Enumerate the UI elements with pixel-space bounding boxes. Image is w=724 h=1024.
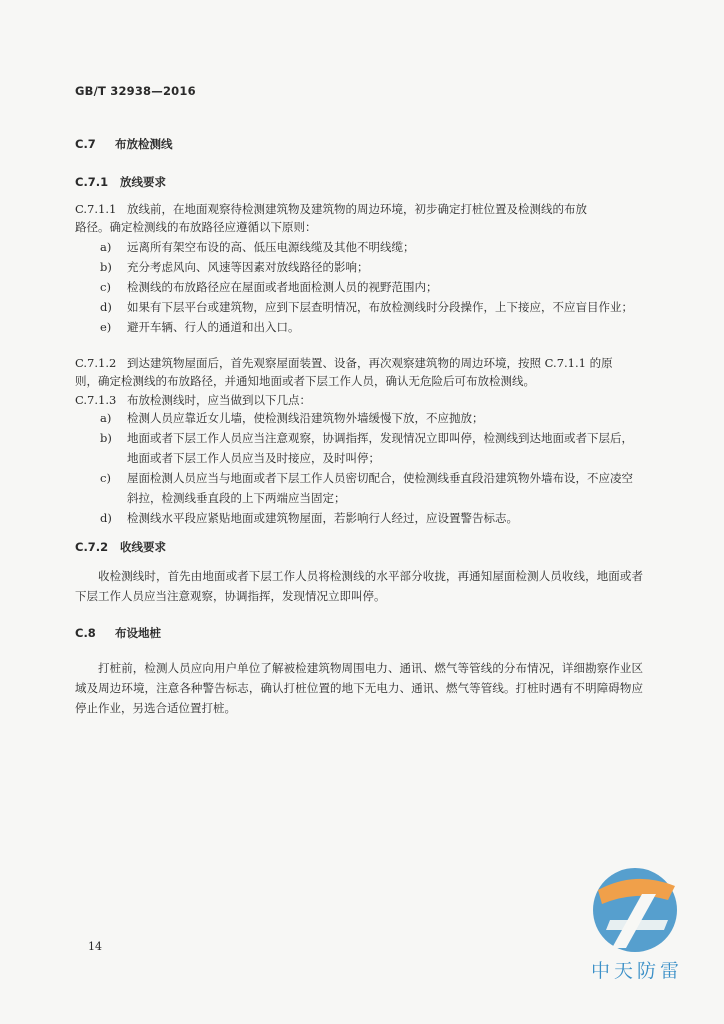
section-number: C.7.2 (75, 540, 109, 554)
list-item: d) 如果有下层平台或建筑物，应到下层查明情况，布放检测线时分段操作，上下接应，不应盲目作业； (100, 300, 633, 314)
section-title: 布设地桩 (115, 626, 161, 640)
list-item: b) 地面或者下层工作人员应当注意观察，协调指挥，发现情况立即叫停，检测线到达地面或者下层后，地面或者下层工作人员应当及时接应，及时叫停； (100, 431, 633, 465)
section-c8-paragraph: 打桩前，检测人员应向用户单位了解被检建筑物周围电力、通讯、燃气等管线的分布情况，详细勘察作业区域及周边环境，注意各种警告标志，确认打桩位置的地下无电力、通讯、燃气等管线。打桩时遇有不明障碍物应停止作业，另选合适位置打桩。 (75, 661, 643, 715)
list-item: a) 远离所有架空布设的高、低压电源线缆及其他不明线缆； (100, 240, 415, 254)
list-item: a) 检测人员应靠近女儿墙，使检测线沿建筑物外墙缓慢下放，不应抛放； (100, 411, 484, 425)
clause-text-line-2: 路径。确定检测线的布放路径应遵循以下原则： (75, 220, 317, 234)
section-c71-heading (75, 174, 166, 190)
clause-c711 (75, 200, 643, 236)
section-c7-heading (75, 136, 173, 152)
clause-c713-list (100, 408, 643, 528)
clause-text-line-2: 则，确定检测线的布放路径，并通知地面或者下层工作人员，确认无危险后可布放检测线。 (75, 374, 535, 388)
clause-c713 (75, 392, 311, 408)
list-item: c) 屋面检测人员应当与地面或者下层工作人员密切配合，使检测线垂直段沿建筑物外墙布设，不应凌空斜拉，检测线垂直段的上下两端应当固定； (100, 471, 633, 505)
section-c72-paragraph: 收检测线时，首先由地面或者下层工作人员将检测线的水平部分收拢，再通知屋面检测人员收线，地面或者下层工作人员应当注意观察，协调指挥，发现情况立即叫停。 (75, 569, 643, 603)
section-number: C.7 (75, 137, 96, 151)
standard-number: GB/T 32938—2016 (75, 84, 196, 98)
list-item: c) 检测线的布放路径应在屋面或者地面检测人员的视野范围内； (100, 280, 438, 294)
list-item: e) 避开车辆、行人的通道和出入口。 (100, 320, 300, 334)
list-item: d) 检测线水平段应紧贴地面或建筑物屋面，若影响行人经过，应设置警告标志。 (100, 511, 518, 525)
list-item: b) 充分考虑风向、风速等因素对放线路径的影响； (100, 260, 369, 274)
section-title: 布放检测线 (115, 137, 173, 151)
clause-number: C.7.1.1 (75, 202, 117, 216)
clause-text: 布放检测线时，应当做到以下几点： (127, 393, 311, 407)
section-number: C.8 (75, 626, 96, 640)
section-title: 放线要求 (120, 175, 166, 189)
clause-c712 (75, 354, 643, 390)
section-c72-heading (75, 539, 166, 555)
clause-c711-list (100, 237, 643, 337)
section-number: C.7.1 (75, 175, 109, 189)
clause-text-line-1: 到达建筑物屋面后，首先观察屋面装置、设备，再次观察建筑物的周边环境，按照 C.7.1.1 的原 (127, 356, 613, 370)
page-number: 14 (88, 940, 102, 953)
section-title: 收线要求 (120, 540, 166, 554)
section-c8-heading (75, 625, 161, 641)
clause-number: C.7.1.2 (75, 356, 117, 370)
clause-text-line-1: 放线前，在地面观察待检测建筑物及建筑物的周边环境，初步确定打桩位置及检测线的布放 (127, 202, 587, 216)
clause-number: C.7.1.3 (75, 393, 117, 407)
watermark-text: 中天防雷 (590, 960, 683, 982)
